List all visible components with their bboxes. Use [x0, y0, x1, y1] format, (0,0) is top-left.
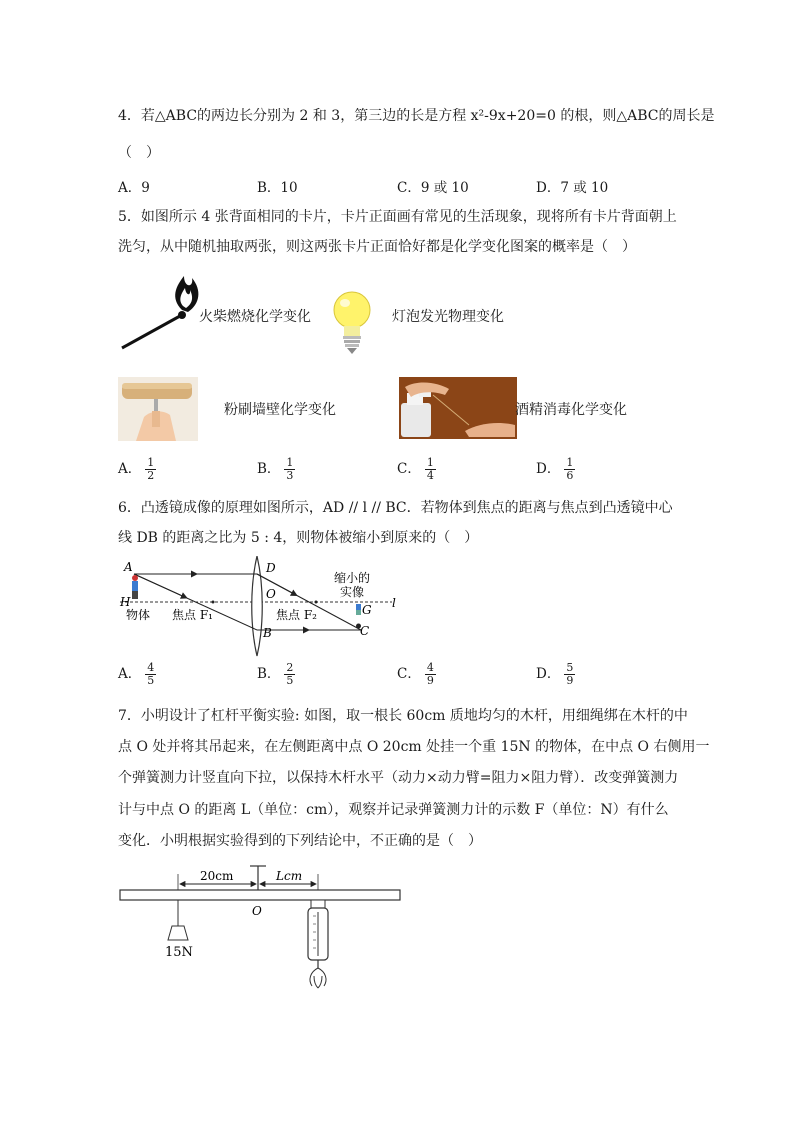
numerator: 2 — [286, 661, 294, 674]
alcohol-spray-image — [399, 377, 517, 439]
option-letter: B． — [257, 666, 281, 682]
numerator: 1 — [426, 456, 434, 469]
option-letter: B． — [257, 461, 281, 477]
option-letter: A． — [118, 666, 142, 682]
option-letter: A． — [118, 461, 142, 477]
label-b: B — [263, 626, 272, 640]
q7-stem-line2: 点 O 处并将其吊起来，在左侧距离中点 O 20cm 处挂一个重 15N 的物体，在中点 O 右侧用一 — [118, 739, 710, 755]
numerator: 1 — [147, 456, 155, 469]
label-focus2: 焦点 F₂ — [276, 608, 317, 622]
q5-option-d[interactable] — [536, 457, 575, 482]
denominator: 5 — [147, 674, 155, 687]
label-h: H — [120, 595, 131, 609]
label-o: O — [266, 587, 276, 601]
card-bulb-label: 灯泡发光物理变化 — [392, 309, 504, 325]
fraction — [425, 662, 436, 687]
label-l: l — [392, 596, 396, 610]
spring-scale — [308, 900, 328, 988]
fraction — [425, 457, 436, 482]
fraction — [284, 662, 295, 687]
denominator: 2 — [147, 469, 155, 482]
q4-stem-line1: 4．若△ABC的两边长分别为 2 和 3，第三边的长是方程 x²-9x+20=0 的根，则△ABC的周长是 — [118, 108, 715, 124]
fraction — [564, 662, 575, 687]
denominator: 9 — [566, 674, 574, 687]
fraction — [564, 457, 575, 482]
lever-diagram — [118, 864, 408, 994]
q6-option-b[interactable] — [257, 662, 295, 687]
label-d: D — [266, 561, 276, 575]
label-image-line2: 实像 — [340, 585, 365, 599]
denominator: 4 — [426, 469, 434, 482]
card-paint-label: 粉刷墙壁化学变化 — [224, 402, 336, 418]
q6-stem-line1: 6．凸透镜成像的原理如图所示，AD // l // BC．若物体到焦点的距离与焦点到凸透镜中心 — [118, 500, 673, 516]
fraction — [145, 662, 156, 687]
card-match-label: 火柴燃烧化学变化 — [199, 309, 311, 325]
q4-option-d[interactable]: D．7 或 10 — [536, 180, 609, 196]
label-a: A — [124, 560, 133, 574]
q4-option-c[interactable]: C．9 或 10 — [397, 180, 469, 196]
weight — [168, 926, 188, 940]
label-c: C — [360, 624, 370, 638]
q6-stem-line2: 线 DB 的距离之比为 5 : 4，则物体被缩小到原来的（ ） — [118, 530, 479, 546]
paint-roller-image — [118, 377, 198, 441]
q6-option-c[interactable] — [397, 662, 436, 687]
numerator: 1 — [286, 456, 294, 469]
option-letter: D． — [536, 666, 561, 682]
q4-option-a[interactable]: A．9 — [118, 180, 150, 196]
numerator: 4 — [147, 661, 155, 674]
option-letter: D． — [536, 461, 561, 477]
label-lcm: Lcm — [276, 869, 303, 883]
fraction — [145, 457, 156, 482]
q6-option-d[interactable] — [536, 662, 575, 687]
label-o: O — [252, 904, 262, 918]
match-burning-image — [118, 274, 202, 354]
light-bulb-image — [330, 290, 376, 360]
fraction — [284, 457, 295, 482]
lever-bar — [120, 890, 400, 900]
focal-point-f2 — [315, 601, 318, 604]
q4-stem-line2: （ ） — [118, 145, 160, 161]
focal-point-f1 — [212, 601, 215, 604]
label-15n: 15N — [165, 945, 193, 960]
numerator: 4 — [426, 661, 434, 674]
denominator: 6 — [566, 469, 574, 482]
q7-stem-line1: 7．小明设计了杠杆平衡实验: 如图，取一根长 60cm 质地均匀的木杆，用细绳绑在木杆的中 — [118, 708, 688, 724]
image-figure — [356, 604, 361, 610]
q6-option-a[interactable] — [118, 662, 156, 687]
denominator: 9 — [426, 674, 434, 687]
card-alcohol-label: 酒精消毒化学变化 — [515, 402, 627, 418]
numerator: 5 — [566, 661, 574, 674]
label-object: 物体 — [126, 608, 151, 622]
denominator: 3 — [286, 469, 294, 482]
option-letter: C． — [397, 461, 421, 477]
option-letter: C． — [397, 666, 421, 682]
q5-option-b[interactable] — [257, 457, 295, 482]
q7-stem-line5: 变化．小明根据实验得到的下列结论中，不正确的是（ ） — [118, 833, 482, 849]
q5-option-c[interactable] — [397, 457, 436, 482]
numerator: 1 — [566, 456, 574, 469]
q5-option-a[interactable] — [118, 457, 156, 482]
q5-stem-line2: 洗匀，从中随机抽取两张，则这两张卡片正面恰好都是化学变化图案的概率是（ ） — [118, 239, 636, 255]
object-figure — [132, 575, 138, 581]
q7-stem-line3: 个弹簧测力计竖直向下拉，以保持木杆水平（动力×动力臂=阻力×阻力臂）．改变弹簧测力 — [118, 770, 679, 786]
lens — [252, 556, 263, 656]
label-20cm: 20cm — [200, 869, 234, 883]
q7-stem-line4: 计与中点 O 的距离 L（单位：cm），观察并记录弹簧测力计的示数 F（单位：N）有什么 — [118, 802, 669, 818]
label-g: G — [362, 603, 372, 617]
q5-stem-line1: 5．如图所示 4 张背面相同的卡片，卡片正面画有常见的生活现象，现将所有卡片背面朝上 — [118, 209, 677, 225]
convex-lens-diagram — [116, 556, 406, 660]
denominator: 5 — [286, 674, 294, 687]
q4-option-b[interactable]: B．10 — [257, 180, 298, 196]
label-focus1: 焦点 F₁ — [172, 608, 213, 622]
label-image-line1: 缩小的 — [334, 571, 371, 585]
